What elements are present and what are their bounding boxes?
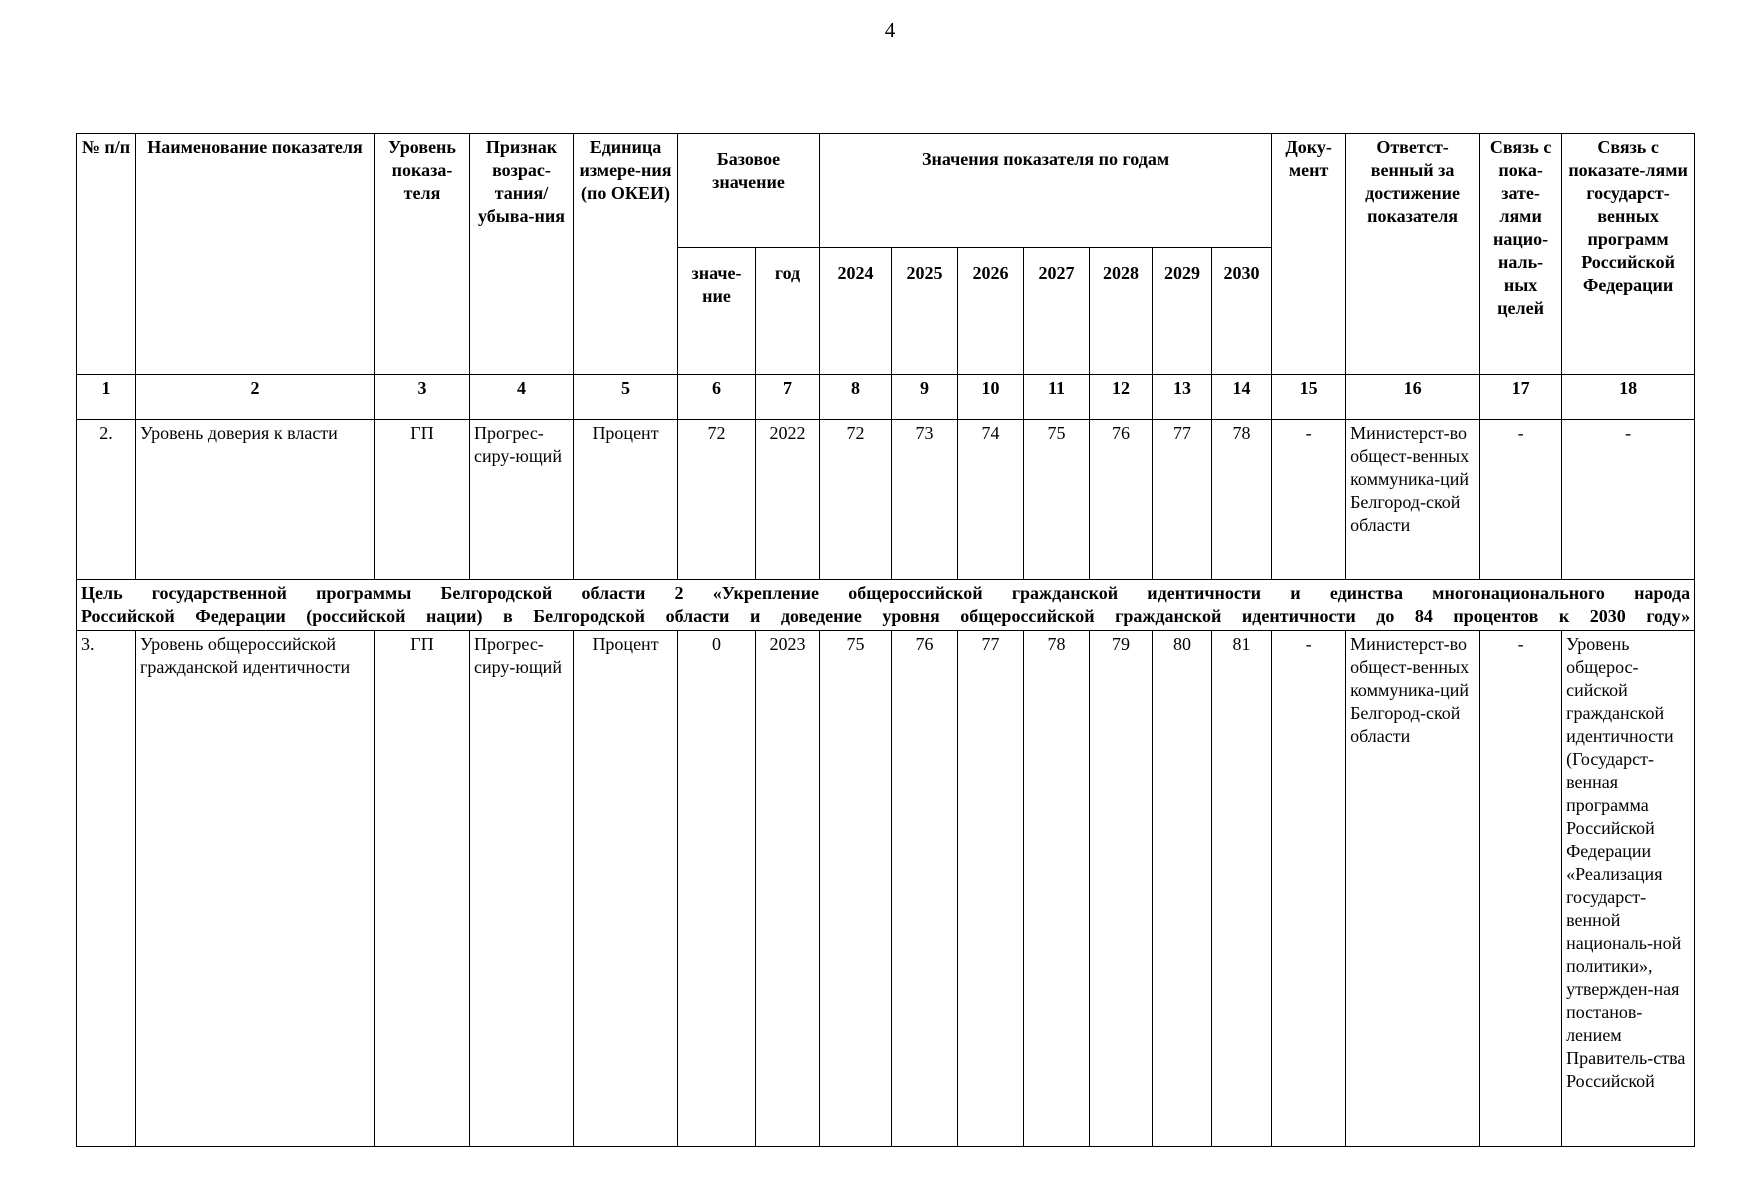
row-value-2024: 72: [820, 420, 892, 580]
row-link-national: -: [1480, 420, 1562, 580]
row-responsible: Министерст-во общест-венных коммуника-ций Белгород-ской области: [1346, 420, 1480, 580]
header-base-year: год: [756, 248, 820, 375]
column-number: 14: [1212, 375, 1272, 420]
header-base-value: значе-ние: [678, 248, 756, 375]
row-value-2028: 79: [1090, 631, 1153, 1147]
column-number: 16: [1346, 375, 1480, 420]
header-link-national: Связь с пока-зате-лями нацио-наль-ных целей: [1480, 134, 1562, 375]
row-link-programs: Уровень общерос-сийской гражданской идентичности (Государст-венная программа Российской Федерации «Реализация государст-венной националь-ной политики», утвержден-ная постанов-лением Правитель-ства Российской: [1562, 631, 1695, 1147]
goal-text: [77, 580, 1695, 631]
table-row: [77, 631, 1695, 1147]
header-document: Доку-мент: [1272, 134, 1346, 375]
column-number: 8: [820, 375, 892, 420]
column-number: 11: [1024, 375, 1090, 420]
row-link-programs: -: [1562, 420, 1695, 580]
row-level: ГП: [375, 631, 470, 1147]
row-level: ГП: [375, 420, 470, 580]
header-base-group: Базовое значение: [678, 134, 820, 248]
row-value-2027: 75: [1024, 420, 1090, 580]
row-value-2024: 75: [820, 631, 892, 1147]
column-number: 10: [958, 375, 1024, 420]
header-year-2029: 2029: [1153, 248, 1212, 375]
column-number: 12: [1090, 375, 1153, 420]
column-number: 9: [892, 375, 958, 420]
row-value-2030: 81: [1212, 631, 1272, 1147]
column-number: 3: [375, 375, 470, 420]
column-number: 13: [1153, 375, 1212, 420]
column-numbers-row: [77, 375, 1695, 420]
row-value-2028: 76: [1090, 420, 1153, 580]
row-unit: Процент: [574, 420, 678, 580]
column-number: 4: [470, 375, 574, 420]
row-base-year: 2023: [756, 631, 820, 1147]
indicators-table: [76, 133, 1695, 1147]
row-num: 2.: [77, 420, 136, 580]
page-number: 4: [884, 18, 896, 42]
row-value-2029: 80: [1153, 631, 1212, 1147]
row-base-value: 72: [678, 420, 756, 580]
column-number: 2: [136, 375, 375, 420]
column-number: 17: [1480, 375, 1562, 420]
row-num: 3.: [77, 631, 136, 1147]
column-number: 1: [77, 375, 136, 420]
row-value-2026: 74: [958, 420, 1024, 580]
table-header: [77, 134, 1695, 375]
header-responsible: Ответст-венный за достижение показателя: [1346, 134, 1480, 375]
header-year-2024: 2024: [820, 248, 892, 375]
header-year-2028: 2028: [1090, 248, 1153, 375]
row-base-value: 0: [678, 631, 756, 1147]
row-value-2030: 78: [1212, 420, 1272, 580]
column-number: 18: [1562, 375, 1695, 420]
table-row: [77, 420, 1695, 580]
row-name: Уровень доверия к власти: [136, 420, 375, 580]
header-year-2025: 2025: [892, 248, 958, 375]
row-link-national: -: [1480, 631, 1562, 1147]
goal-line-2: Российской Федерации (российской нации) в Белгородской области и доведение уровня общероссийской гражданской идентичности до 84 процентов к 2030 году»: [81, 606, 1691, 626]
row-value-2027: 78: [1024, 631, 1090, 1147]
header-level: Уровень показа-теля: [375, 134, 470, 375]
header-name: Наименование показателя: [136, 134, 375, 375]
header-unit: Единица измере-ния (по ОКЕИ): [574, 134, 678, 375]
goal-line-1: Цель государственной программы Белгородской области 2 «Укрепление общероссийской гражданской идентичности и единства многонационального народа: [81, 583, 1691, 603]
row-value-2025: 73: [892, 420, 958, 580]
row-sign: Прогрес-сиру-ющий: [470, 631, 574, 1147]
column-number: 5: [574, 375, 678, 420]
header-year-2030: 2030: [1212, 248, 1272, 375]
header-years-group: Значения показателя по годам: [820, 134, 1272, 248]
header-year-2027: 2027: [1024, 248, 1090, 375]
row-value-2029: 77: [1153, 420, 1212, 580]
column-number: 7: [756, 375, 820, 420]
row-value-2026: 77: [958, 631, 1024, 1147]
header-link-programs: Связь с показате-лями государст-венных программ Российской Федерации: [1562, 134, 1695, 375]
header-sign: Признак возрас-тания/ убыва-ния: [470, 134, 574, 375]
column-number: 15: [1272, 375, 1346, 420]
row-name: Уровень общероссийской гражданской идентичности: [136, 631, 375, 1147]
row-document: -: [1272, 631, 1346, 1147]
row-value-2025: 76: [892, 631, 958, 1147]
row-base-year: 2022: [756, 420, 820, 580]
row-responsible: Министерст-во общест-венных коммуника-ций Белгород-ской области: [1346, 631, 1480, 1147]
row-sign: Прогрес-сиру-ющий: [470, 420, 574, 580]
row-document: -: [1272, 420, 1346, 580]
column-number: 6: [678, 375, 756, 420]
goal-row: [77, 580, 1695, 631]
row-unit: Процент: [574, 631, 678, 1147]
header-year-2026: 2026: [958, 248, 1024, 375]
header-num: № п/п: [77, 134, 136, 375]
